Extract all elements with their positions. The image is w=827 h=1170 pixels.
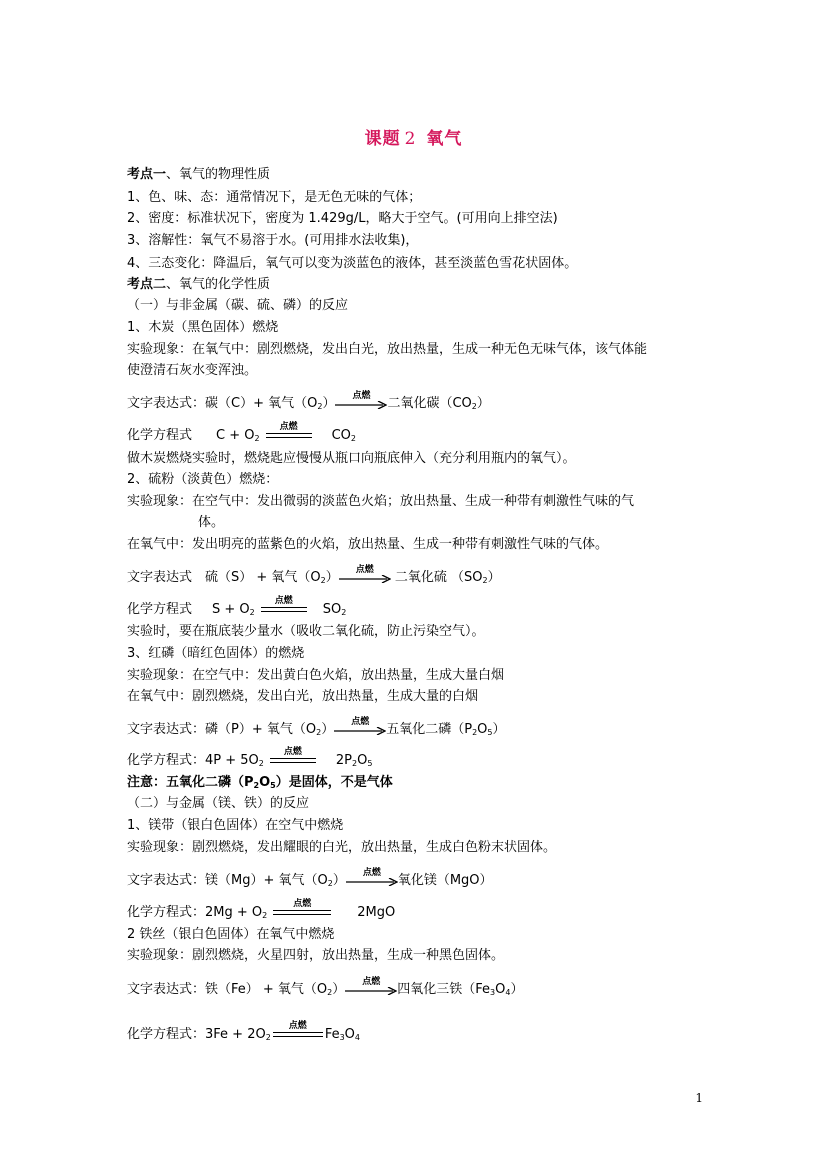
phys-prop-3: 3、溶解性：氧气不易溶于水。(可用排水法收集)， xyxy=(127,233,419,248)
magnesium-word-equation: 文字表达式：镁（Mg）+ 氧气$(O_2)$ 点燃 氧化镁（MgO） xyxy=(127,867,493,888)
iron-chem-equation: 化学方程式：$3Fe + 2O_2$ 点燃 $Fe_3O_4$ xyxy=(127,1020,360,1042)
phosphorus-observation-oxygen: 在氧气中：剧烈燃烧，发出白光，放出热量，生成大量的白烟 xyxy=(127,689,479,704)
carbon-observation-cont: 使澄清石灰水变浑浊。 xyxy=(127,363,258,378)
phys-prop-4: 4、三态变化：降温后，氧气可以变为淡蓝色的液体，甚至淡蓝色雪花状固体。 xyxy=(127,256,578,271)
magnesium-chem-equation: 化学方程式：$2Mg + O_2$ 点燃 2MgO xyxy=(127,898,396,920)
sulfur-observation-air: 实验现象：在空气中：发出微弱的淡蓝色火焰；放出热量、生成一种带有刺激性气味的气 xyxy=(127,494,635,509)
reaction-arrow-icon: 点燃 xyxy=(334,723,386,737)
reaction-arrow-icon: 点燃 xyxy=(339,571,391,585)
phosphorus-note: 注意：五氧化二磷$(P_2O_5)$是固体，不是气体 xyxy=(127,775,393,790)
carbon-observation: 实验现象：在氧气中：剧烈燃烧，发出白光，放出热量，生成一种无色无味气体，该气体能 xyxy=(127,342,648,357)
iron-observation: 实验现象：剧烈燃烧，火星四射，放出热量，生成一种黑色固体。 xyxy=(127,948,505,963)
reaction-arrow-icon: 点燃 xyxy=(346,874,398,888)
carbon-chem-equation: 化学方程式 $C + O_2$ 点燃 $CO_2$ xyxy=(127,421,356,443)
equals-sign-icon: 点燃 xyxy=(273,907,331,919)
reaction-arrow-icon: 点燃 xyxy=(335,397,387,411)
sulfur-title: 2、硫粉（淡黄色）燃烧： xyxy=(127,472,279,487)
phosphorus-word-equation: 文字表达式：磷（P）+ 氧气$(O_2)$ 点燃 五氧化二磷$(P_2O_5)$ xyxy=(127,716,506,737)
equals-sign-icon: 点燃 xyxy=(273,1029,323,1041)
carbon-note: 做木炭燃烧实验时，燃烧匙应慢慢从瓶口向瓶底伸入（充分利用瓶内的氧气）。 xyxy=(127,451,576,466)
sulfur-observation-oxygen: 在氧气中：发出明亮的蓝紫色的火焰，放出热量、生成一种带有刺激性气味的气体。 xyxy=(127,537,609,552)
sulfur-observation-air-cont: 体。 xyxy=(198,515,225,530)
phys-prop-1: 1、色、味、态：通常情况下，是无色无味的气体； xyxy=(127,190,422,205)
magnesium-observation: 实验现象：剧烈燃烧，发出耀眼的白光，放出热量，生成白色粉末状固体。 xyxy=(127,840,557,855)
sulfur-note: 实验时，要在瓶底装少量水（吸收二氧化硫，防止污染空气）。 xyxy=(127,624,485,639)
phosphorus-title: 3、红磷（暗红色固体）的燃烧 xyxy=(127,646,305,661)
iron-title: 2 铁丝（银白色固体）在氧气中燃烧 xyxy=(127,927,335,942)
carbon-title: 1、木炭（黑色固体）燃烧 xyxy=(127,320,279,335)
kp1-heading: 考点一、氧气的物理性质 xyxy=(127,167,271,182)
reaction-arrow-icon: 点燃 xyxy=(345,983,397,997)
phosphorus-observation-air: 实验现象：在空气中：发出黄白色火焰，放出热量，生成大量白烟 xyxy=(127,668,505,683)
section-metal: （二）与金属（镁、铁）的反应 xyxy=(127,796,310,811)
equals-sign-icon: 点燃 xyxy=(261,604,307,616)
kp2-heading: 考点二、氧气的化学性质 xyxy=(127,277,271,292)
magnesium-title: 1、镁带（银白色固体）在空气中燃烧 xyxy=(127,818,344,833)
equals-sign-icon: 点燃 xyxy=(266,430,312,442)
section-nonmetal: （一）与非金属（碳、硫、磷）的反应 xyxy=(127,298,349,313)
page-title: 课题 2 氧气 xyxy=(364,129,463,149)
page-number: 1 xyxy=(695,1091,703,1105)
sulfur-word-equation: 文字表达式 硫（S） + 氧气$(O_2)$ 点燃 二氧化硫 $(SO_2)$ xyxy=(127,564,501,585)
sulfur-chem-equation: 化学方程式 $S + O_2$ 点燃 $SO_2$ xyxy=(127,595,347,617)
phosphorus-chem-equation: 化学方程式：$4P + 5O_2$ 点燃 $2P_2O_5$ xyxy=(127,746,373,768)
phys-prop-2: 2、密度：标准状况下，密度为 1.429g/L，略大于空气。(可用向上排空法) xyxy=(127,211,558,226)
equals-sign-icon: 点燃 xyxy=(270,755,316,767)
iron-word-equation: 文字表达式：铁（Fe） + 氧气$(O_2)$ 点燃 四氧化三铁$(Fe_3O_4)$ xyxy=(127,976,524,997)
carbon-word-equation: 文字表达式：碳（C）+ 氧气$(O_2)$ 点燃 二氧化碳$(CO_2)$ xyxy=(127,390,490,411)
